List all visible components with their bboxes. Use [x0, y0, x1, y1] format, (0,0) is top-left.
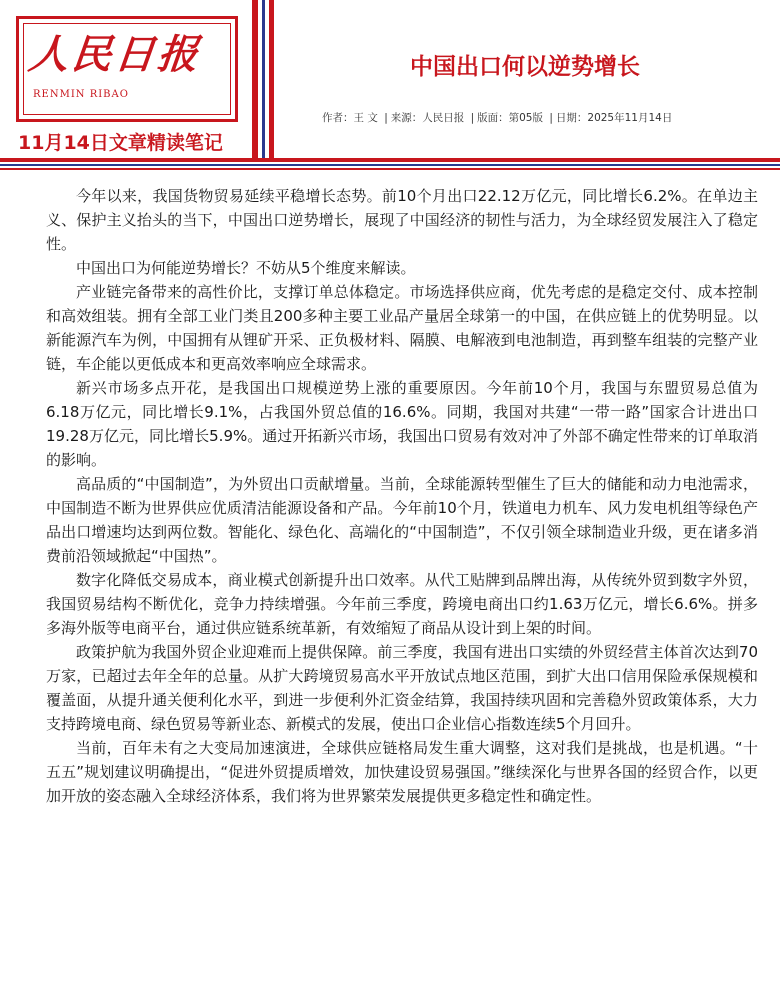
date-value: 2025年11月14日 [587, 112, 673, 124]
paragraph-conclusion: 当前，百年未有之大变局加速演进，全球供应链格局发生重大调整，这对我们是挑战，也是机遇。“十五五”规划建议明确提出，“促进外贸提质增效，加快建设贸易强国。”继续深化与世界各国的经贸合作，以更加开放的姿态融入全球经济体系，我们将为世界繁荣发展提供更多稳定性和确定性。 [46, 739, 758, 805]
date-label: 日期： [555, 112, 588, 124]
horizontal-rule-red [0, 158, 780, 162]
edition-label: 版面： [477, 112, 509, 124]
vertical-rule-red-2 [269, 0, 274, 160]
masthead-logo [16, 16, 238, 122]
logo-wordmark: 人民日报 [26, 31, 204, 78]
source-label: 来源： [390, 112, 423, 124]
horizontal-rule-red-2 [0, 168, 780, 170]
vertical-rule-blue [262, 0, 265, 160]
logo-pinyin: RENMIN RIBAO [33, 89, 129, 100]
meta-separator: | [549, 112, 553, 124]
article-meta [322, 110, 672, 125]
paragraph-industry-chain: 产业链完备带来的高性价比，支撑订单总体稳定。市场选择供应商，优先考虑的是稳定交付、成本控制和高效组装。拥有全部工业门类且200多种主要工业品产量居全球第一的中国，在供应链上的优势明显。以新能源汽车为例，中国拥有从锂矿开采、正负极材料、隔膜、电解液到电池制造，再到整车组装的完整产业链，车企能以更低成本和更高效率响应全球需求。 [46, 283, 758, 373]
paragraph-made-in-china: 高品质的“中国制造”，为外贸出口贡献增量。当前，全球能源转型催生了巨大的储能和动力电池需求，中国制造不断为世界供应优质清洁能源设备和产品。今年前10个月，铁道电力机车、风力发电机组等绿色产品出口增速均达到两位数。智能化、绿色化、高端化的“中国制造”，不仅引领全球制造业升级，更在诸多消费前沿领域掀起“中国热”。 [46, 475, 758, 565]
article-body [46, 184, 758, 808]
date-caption: 11月14日文章精读笔记 [18, 132, 223, 154]
paragraph-question: 中国出口为何能逆势增长？不妨从5个维度来解读。 [76, 259, 416, 277]
paragraph-digitalization: 数字化降低交易成本，商业模式创新提升出口效率。从代工贴牌到品牌出海，从传统外贸到数字外贸，我国贸易结构不断优化，竞争力持续增强。今年前三季度，跨境电商出口约1.63万亿元，增长6.6%。拼多多海外版等电商平台，通过供应链系统革新，有效缩短了商品从设计到上架的时间。 [46, 571, 758, 637]
meta-separator: | [470, 112, 475, 124]
paragraph-emerging-markets: 新兴市场多点开花，是我国出口规模逆势上涨的重要原因。今年前10个月，我国与东盟贸易总值为6.18万亿元，同比增长9.1%，占我国外贸总值的16.6%。同期，我国对共建“一带一路”国家合计进出口19.28万亿元，同比增长5.9%。通过开拓新兴市场，我国出口贸易有效对冲了外部不确定性带来的订单取消的影响。 [46, 379, 758, 469]
paragraph-policy-support: 政策护航为我国外贸企业迎难而上提供保障。前三季度，我国有进出口实绩的外贸经营主体首次达到70万家，已超过去年全年的总量。从扩大跨境贸易高水平开放试点地区范围，到扩大出口信用保险承保规模和覆盖面，从提升通关便利化水平，到进一步便利外汇资金结算，我国持续巩固和完善稳外贸政策体系，大力支持跨境电商、绿色贸易等新业态、新模式的发展，使出口企业信心指数连续5个月回升。 [46, 643, 758, 733]
source-value: 人民日报 [422, 112, 465, 124]
meta-separator: | [384, 112, 388, 124]
vertical-rule-red [252, 0, 258, 160]
edition-value: 第05版 [508, 112, 543, 124]
author-label: 作者： [322, 112, 354, 124]
paragraph-intro: 今年以来，我国货物贸易延续平稳增长态势。前10个月出口22.12万亿元，同比增长6.2%。在单边主义、保护主义抬头的当下，中国出口逆势增长，展现了中国经济的韧性与活力，为全球经贸发展注入了稳定性。 [46, 187, 758, 253]
author-value: 王 文 [353, 112, 378, 124]
horizontal-rule-blue [0, 164, 780, 166]
article-title: 中国出口何以逆势增长 [410, 54, 640, 80]
